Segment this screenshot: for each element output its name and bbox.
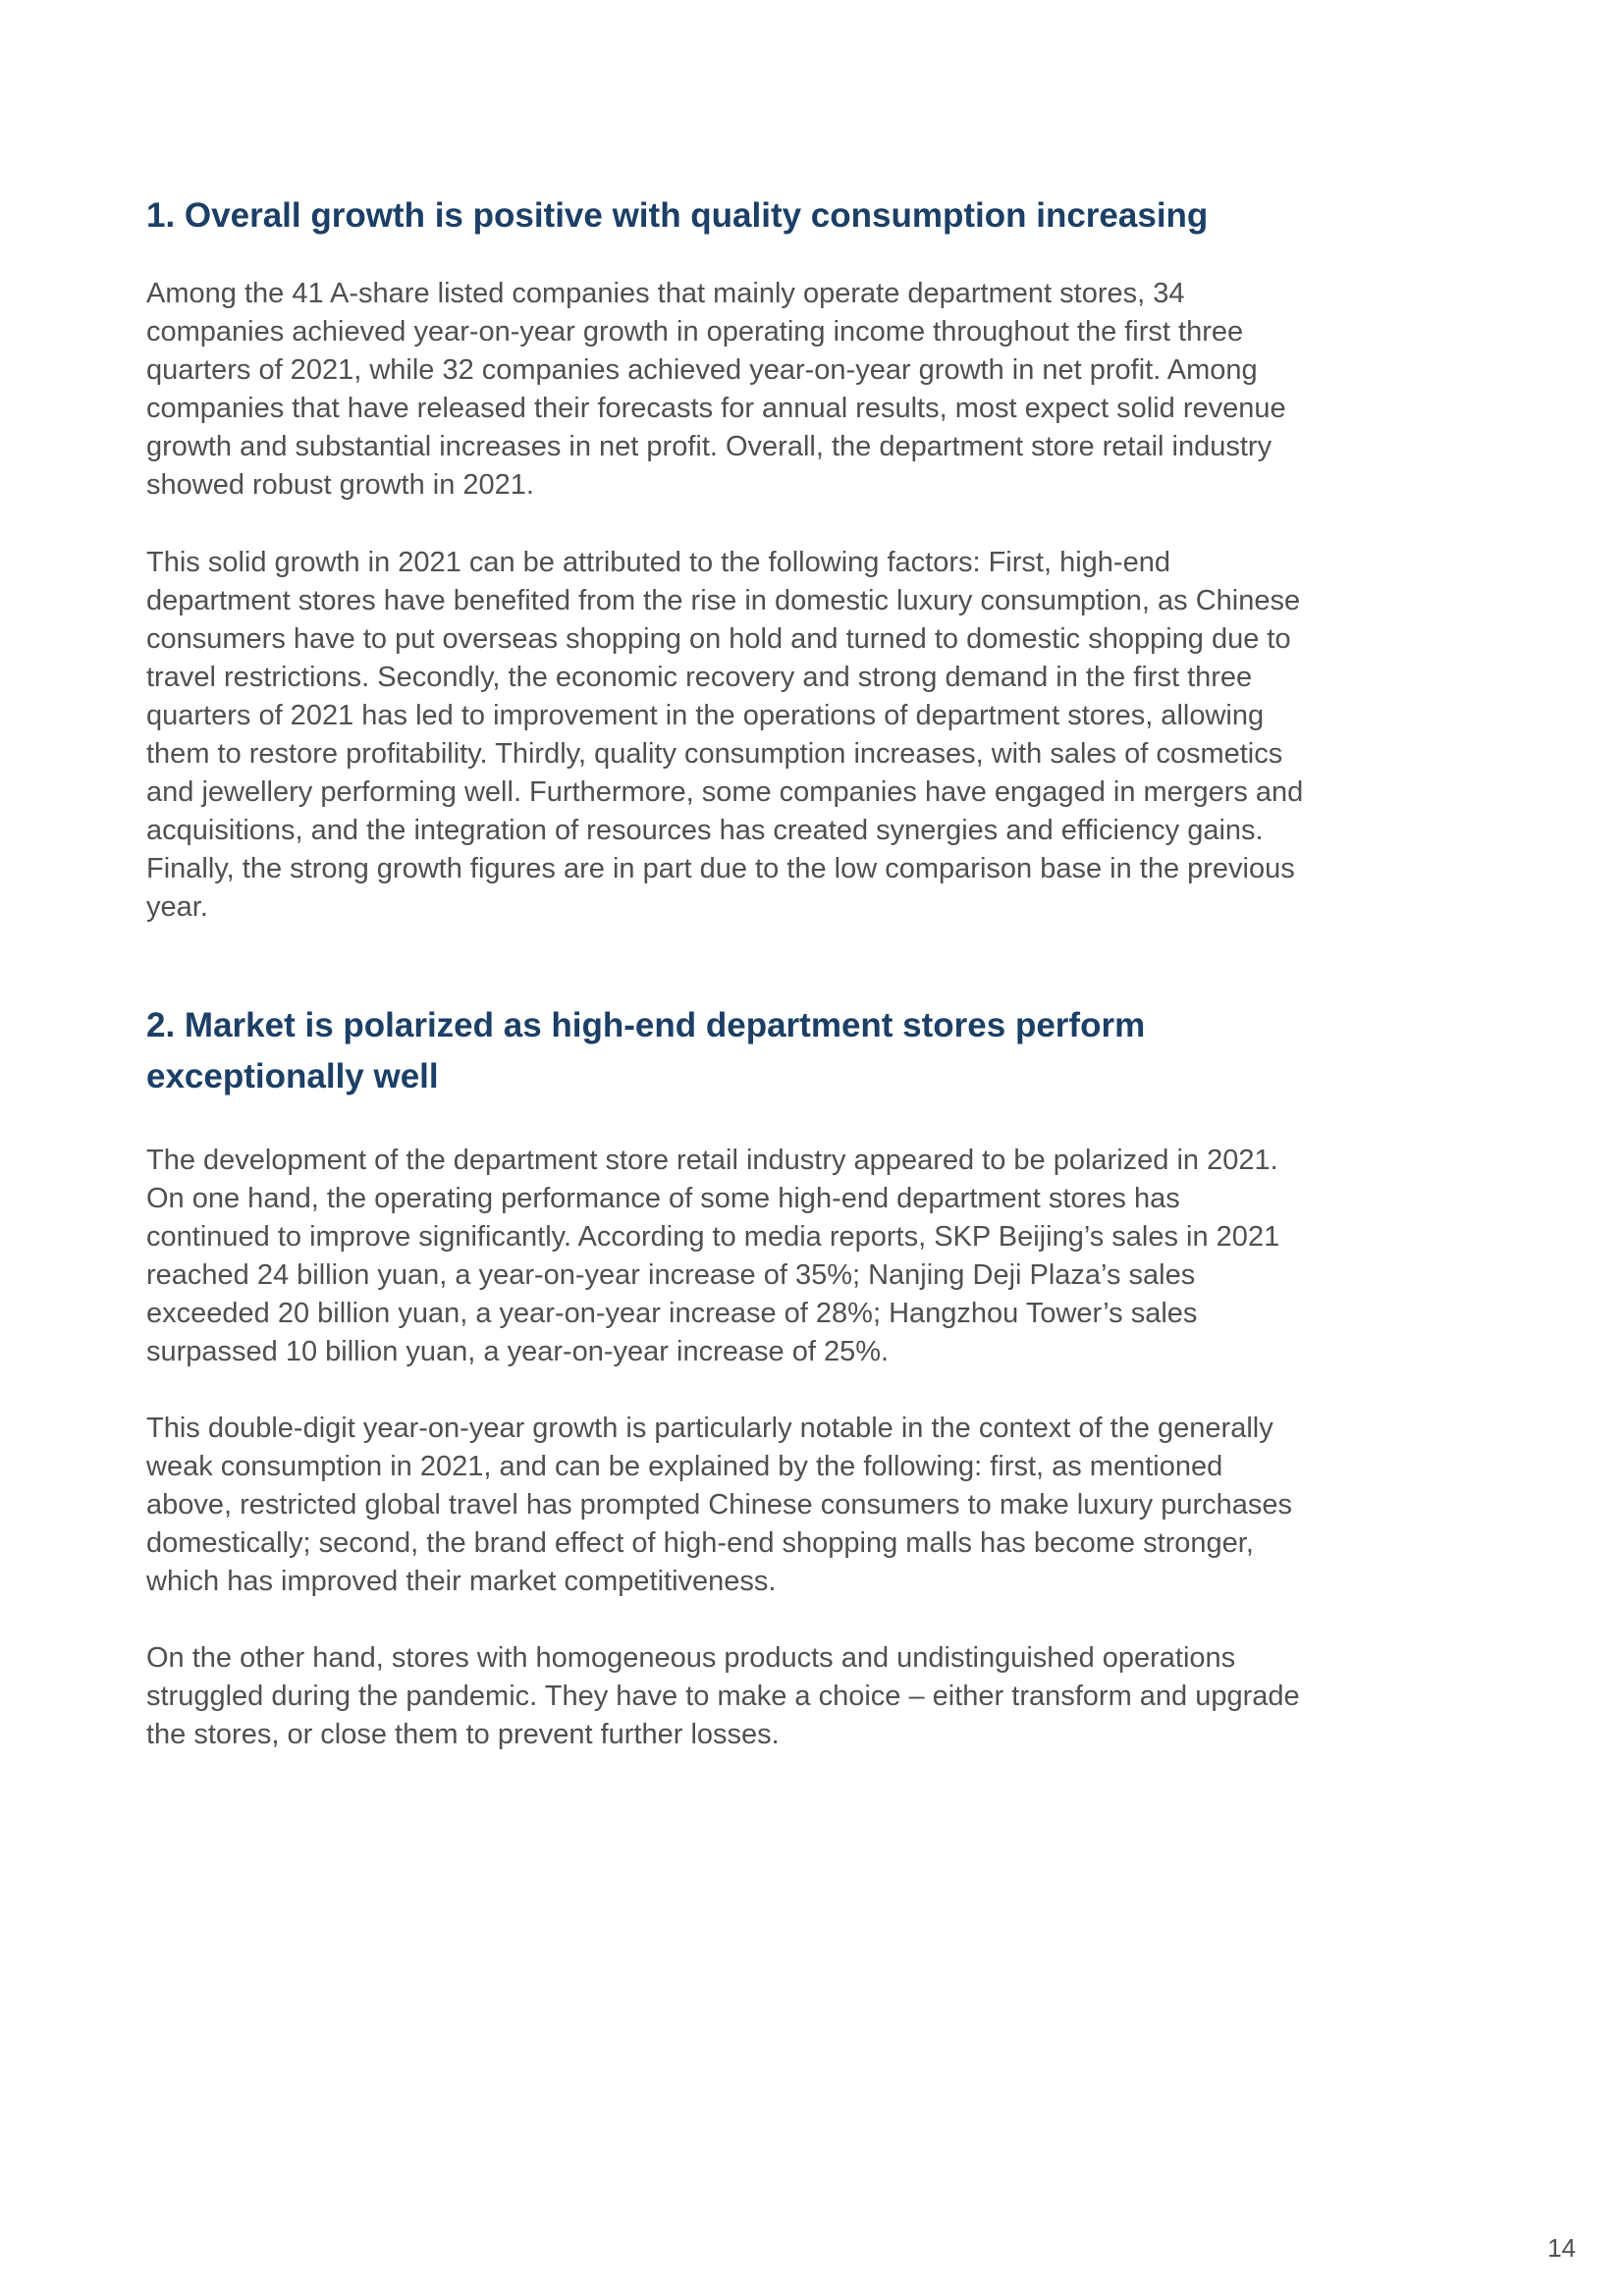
paragraph-homogeneous-stores: On the other hand, stores with homogeneous products and undistinguished operations struggled during the pandemic. They have to make a choice – either transform and upgrade the stores, or close them to prevent further losses.	[146, 1642, 1300, 1750]
paragraph-growth-factors: This solid growth in 2021 can be attributed to the following factors: First, high-end department stores have benefited from the rise in domestic luxury consumption, as Chinese consumers have to put overseas shopping on hold and turned to domestic shopping due to travel restrictions. Secondly, the economic recovery and strong demand in the first three quarters of 2021 has led to improvement in the operations of department stores, allowing them to restore profitability. Thirdly, quality consumption increases, with sales of cosmetics and jewellery performing well. Furthermore, some companies have engaged in mergers and acquisitions, and the integration of resources has created synergies and efficiency gains. Finally, the strong growth figures are in part due to the low comparison base in the previous year.	[146, 547, 1304, 923]
section-heading-market-polarized: 2. Market is polarized as high-end department stores perform exceptionally well	[146, 1006, 1146, 1095]
paragraph-listed-companies: Among the 41 A-share listed companies that mainly operate department stores, 34 companies achieved year-on-year growth in operating income throughout the first three quarters of 2021, while 32 companies achieved year-on-year growth in net profit. Among companies that have released their forecasts for annual results, most expect solid revenue growth and substantial increases in net profit. Overall, the department store retail industry showed robust growth in 2021.	[146, 278, 1286, 501]
paragraph-polarization: The development of the department store retail industry appeared to be polarized in 2021. On one hand, the operating performance of some high-end department stores has continued to improve significantly. According to media reports, SKP Beijing’s sales in 2021 reached 24 billion yuan, a year-on-year increase of 35%; Nanjing Deji Plaza’s sales exceeded 20 billion yuan, a year-on-year increase of 28%; Hangzhou Tower’s sales surpassed 10 billion yuan, a year-on-year increase of 25%.	[146, 1145, 1280, 1367]
page-number: 14	[1547, 2233, 1576, 2263]
section-heading-overall-growth: 1. Overall growth is positive with quality consumption increasing	[146, 196, 1209, 235]
paragraph-double-digit-growth: This double-digit year-on-year growth is particularly notable in the context of the generally weak consumption in 2021, and can be explained by the following: first, as mentioned above, restricted global travel has prompted Chinese consumers to make luxury purchases domestically; second, the brand effect of high-end shopping malls has become stronger, which has improved their market competitiveness.	[146, 1413, 1293, 1597]
